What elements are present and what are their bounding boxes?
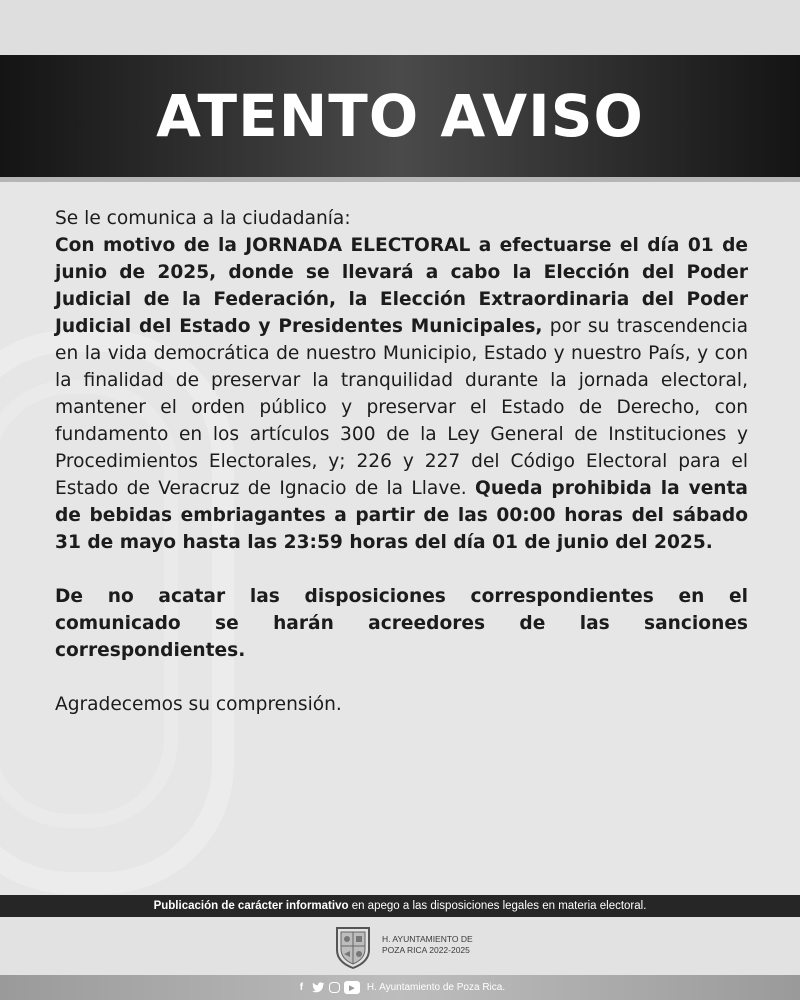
- facebook-icon[interactable]: f: [299, 982, 304, 993]
- main-bold-2: Queda prohibida la venta de bebidas embriagantes a partir de las 00:00 horas del sábado 31 de mayo hasta las 23:59 horas del día 01 de junio del 2025.: [55, 478, 748, 553]
- social-handle: H. Ayuntamiento de Poza Rica.: [366, 982, 506, 993]
- top-band: [0, 0, 800, 55]
- crest-caption-line1: H. AYUNTAMIENTO DE: [382, 934, 473, 944]
- footer-notice-rest: en apego a las disposiciones legales en materia electoral.: [348, 900, 647, 912]
- crest-icon: [333, 924, 373, 970]
- instagram-icon[interactable]: [329, 982, 340, 993]
- warning-paragraph: [55, 583, 748, 664]
- footer-notice-bold: Publicación de carácter informativo: [153, 900, 349, 912]
- twitter-icon[interactable]: [312, 982, 325, 993]
- header-banner: [0, 55, 800, 177]
- notice-body: [55, 205, 748, 718]
- youtube-icon[interactable]: ▶: [344, 981, 360, 994]
- main-bold-1: Con motivo de la JORNADA ELECTORAL a efectuarse el día 01 de junio de 2025, donde se llevará a cabo la Elección del Poder Judicial de la Federación, la Elección Extraordinaria del Poder Judicial del Estado y Presidentes Municipales,: [55, 235, 748, 337]
- intro-text: Se le comunica a la ciudadanía:: [55, 208, 351, 229]
- social-bar: [0, 975, 800, 1000]
- closing-text: Agradecemos su comprensión.: [55, 694, 342, 715]
- crest-caption: [382, 934, 473, 956]
- main-paragraph: [55, 232, 748, 556]
- page-title: ATENTO AVISO: [156, 82, 644, 150]
- header-divider: [0, 177, 800, 182]
- footer-notice: [0, 895, 800, 917]
- crest-caption-line2: POZA RICA 2022-2025: [382, 945, 470, 955]
- warning-text: De no acatar las disposiciones correspondientes en el comunicado se harán acreedores de las sanciones correspondientes.: [55, 586, 748, 661]
- main-regular: por su trascendencia en la vida democrática de nuestro Municipio, Estado y nuestro País, y con la finalidad de preservar la tranquilidad durante la jornada electoral, mantener el orden público y preservar el Estado de Derecho, con fundamento en los artículos 300 de la Ley General de Instituciones y Procedimientos Electorales, y; 226 y 227 del Código Electoral para el Estado de Veracruz de Ignacio de la Llave.: [55, 316, 748, 499]
